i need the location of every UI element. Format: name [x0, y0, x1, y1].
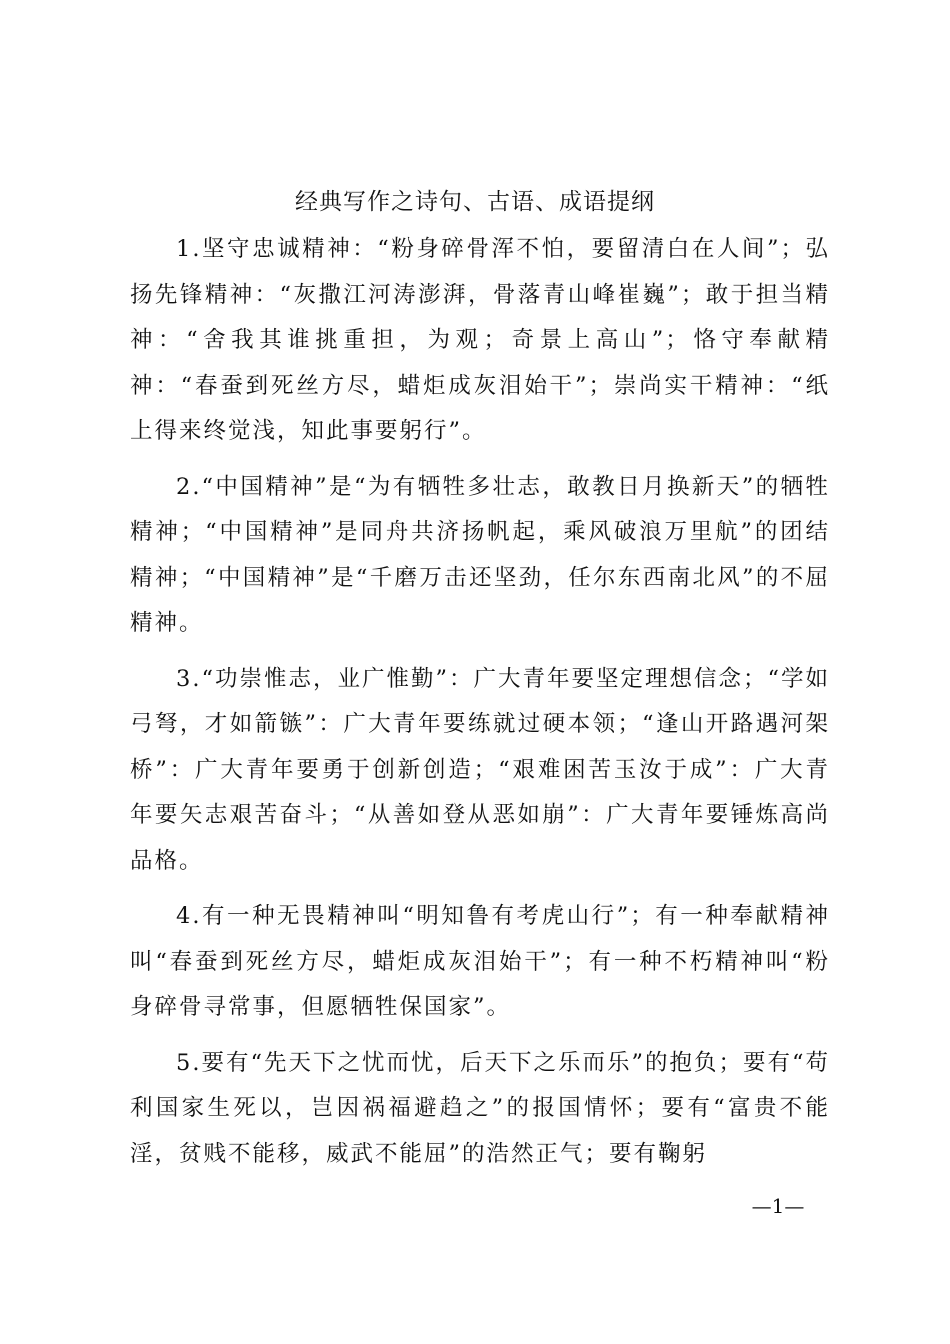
paragraph-4: 4.有一种无畏精神叫“明知鲁有考虎山行”；有一种奉献精神叫“春蚕到死丝方尽，蜡炬成灰泪始干”；有一种不朽精神叫“粉身碎骨寻常事，但愿牺牲保国家”。 [130, 903, 830, 1020]
paragraph-3: 3.“功崇惟志，业广惟勤”：广大青年要坚定理想信念；“学如弓弩，才如箭镞”：广大青年要练就过硬本领；“逢山开路遇河架桥”：广大青年要勇于创新创造；“艰难困苦玉汝于成”：广大青年要矢志艰苦奋斗；“从善如登从恶如崩”：广大青年要锤炼高尚品格。 [130, 665, 830, 874]
document-title: 经典写作之诗句、古语、成语提纲 [295, 189, 655, 215]
page-number: —1— [751, 1194, 805, 1218]
paragraph-5: 5.要有“先天下之忧而忧，后天下之乐而乐”的抱负；要有“苟利国家生死以，岂因祸福避趋之”的报国情怀；要有“富贵不能淫，贫贱不能移，威武不能屈”的浩然正气；要有鞠躬 [130, 1049, 830, 1167]
document-body [130, 227, 830, 1187]
paragraph-1: 1.坚守忠诚精神：“粉身碎骨浑不怕，要留清白在人间”；弘扬先锋精神：“灰撒江河涛澎湃，骨落青山峰崔巍”；敢于担当精神：“舍我其谁挑重担，为观；奇景上高山”；恪守奉献精神：“春蚕到死丝方尽，蜡炬成灰泪始干”；崇尚实干精神：“纸上得来终觉浅，知此事要躬行”。 [130, 236, 830, 444]
paragraph-2: 2.“中国精神”是“为有牺牲多壮志，敢教日月换新天”的牺牲精神；“中国精神”是同舟共济扬帆起，乘风破浪万里航”的团结精神；“中国精神”是“千磨万击还坚劲，任尔东西南北风”的不屈精神。 [130, 473, 830, 636]
